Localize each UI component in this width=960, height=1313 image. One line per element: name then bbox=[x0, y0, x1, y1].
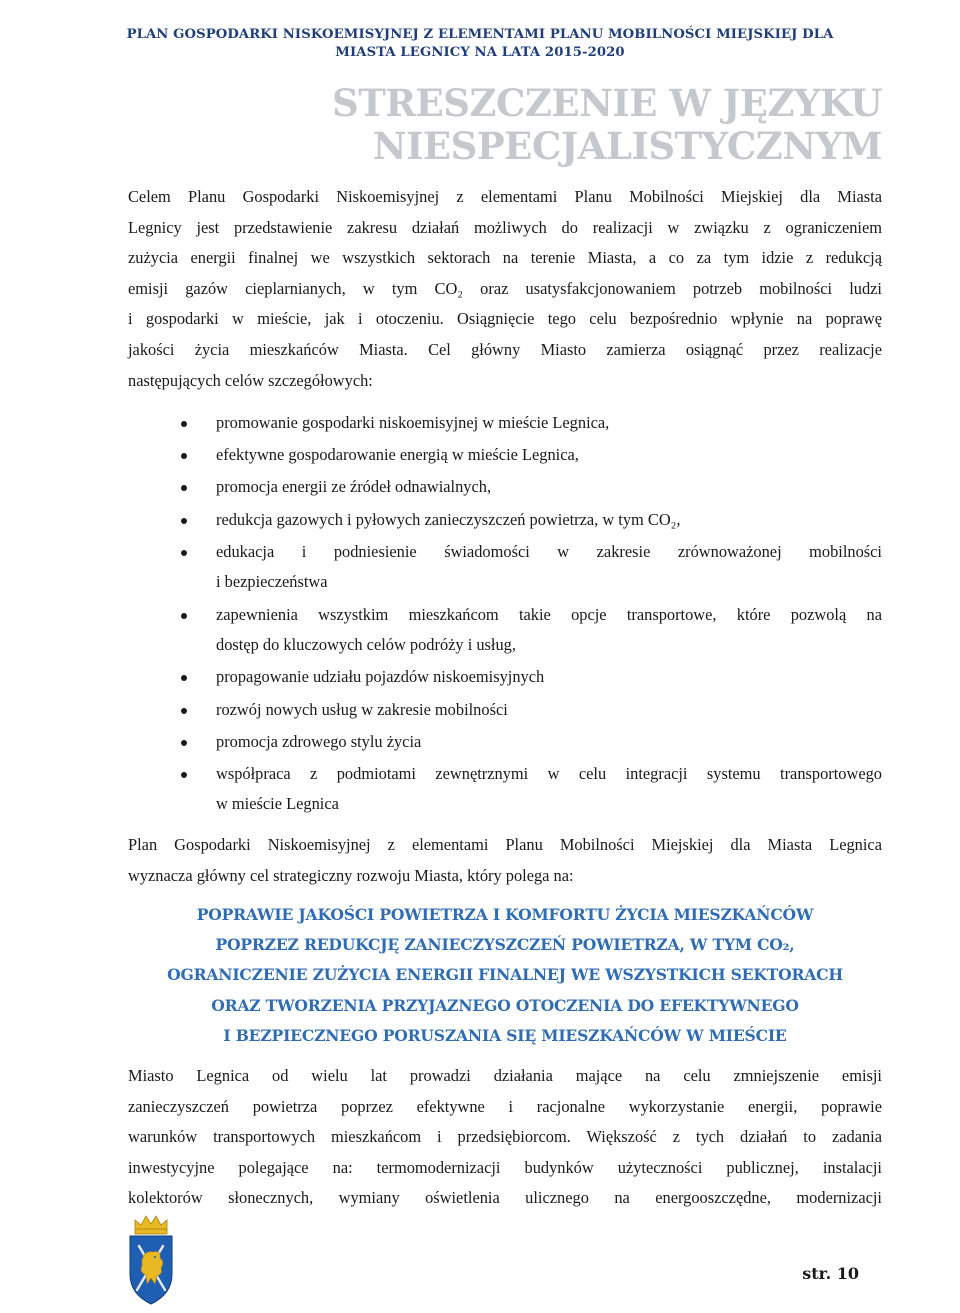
objective-text: redukcja gazowych i pyłowych zanieczyszczeń powietrza, w tym CO₂, bbox=[216, 509, 681, 529]
closing-line: kolektorów słonecznych, wymiany oświetlenia ulicznego na energooszczędne, modernizacji bbox=[128, 1188, 882, 1208]
goal-line: I BEZPIECZNEGO PORUSZANIA SIĘ MIESZKAŃCÓW W MIEŚCIE bbox=[223, 1025, 787, 1045]
objective-item bbox=[128, 662, 882, 693]
objective-text-continued: w mieście Legnica bbox=[216, 794, 339, 814]
strategic-goal bbox=[128, 900, 882, 1051]
bullet-icon bbox=[181, 550, 187, 556]
section-title bbox=[332, 82, 882, 168]
running-header-line-1: PLAN GOSPODARKI NISKOEMISYJNEJ Z ELEMENTAMI PLANU MOBILNOŚCI MIEJSKIEJ DLA bbox=[126, 27, 834, 42]
closing-paragraph bbox=[128, 1061, 882, 1214]
bullet-icon bbox=[181, 453, 187, 459]
objective-item bbox=[128, 759, 882, 820]
objective-text-continued: i bezpieczeństwa bbox=[216, 572, 328, 592]
bullet-icon bbox=[181, 518, 187, 524]
objective-text: promocja energii ze źródeł odnawialnych, bbox=[216, 477, 492, 497]
bullet-icon bbox=[181, 421, 187, 427]
legnica-coat-of-arms-icon bbox=[127, 1212, 175, 1306]
intro-line: Legnicy jest przedstawienie zakresu działań możliwych do realizacji w związku z ograniczeniem bbox=[128, 217, 882, 237]
objective-item bbox=[128, 695, 882, 726]
objective-text-continued: dostęp do kluczowych celów podróży i usług, bbox=[216, 635, 516, 655]
objective-text: współpraca z podmiotami zewnętrznymi w celu integracji systemu transportowego bbox=[216, 763, 882, 783]
intro-line: Celem Planu Gospodarki Niskoemisyjnej z elementami Planu Mobilności Miejskiej dla Miasta bbox=[128, 187, 882, 206]
objective-text: promocja zdrowego stylu życia bbox=[216, 731, 422, 751]
objective-text: zapewnienia wszystkim mieszkańcom takie opcje transportowe, które pozwolą na bbox=[216, 604, 882, 624]
objective-item bbox=[128, 440, 882, 471]
running-header-line-2: MIASTA LEGNICY NA LATA 2015-2020 bbox=[335, 45, 625, 60]
objective-item bbox=[128, 537, 882, 598]
bullet-icon bbox=[181, 708, 187, 714]
objective-text: edukacja i podniesienie świadomości w zakresie zrównoważonej mobilności bbox=[216, 541, 882, 561]
objective-item bbox=[128, 727, 882, 758]
section-title-line-2: NIESPECJALISTYCZNYM bbox=[372, 124, 882, 168]
strategic-line: Plan Gospodarki Niskoemisyjnej z elementami Planu Mobilności Miejskiej dla Miasta Legnica bbox=[128, 835, 882, 854]
objective-text: propagowanie udziału pojazdów niskoemisyjnych bbox=[216, 667, 545, 687]
goal-line: POPRAWIE JAKOŚCI POWIETRZA I KOMFORTU ŻYCIA MIESZKAŃCÓW bbox=[196, 905, 814, 924]
intro-paragraph bbox=[128, 182, 882, 396]
bullet-icon bbox=[181, 772, 187, 778]
intro-line: emisji gazów cieplarnianych, w tym CO₂ oraz usatysfakcjonowaniem potrzeb mobilności ludzi bbox=[128, 278, 882, 298]
intro-line: i gospodarki w mieście, jak i otoczeniu. Osiągnięcie tego celu bezpośrednio wpłynie na poprawę bbox=[128, 309, 882, 329]
objective-text: rozwój nowych usług w zakresie mobilności bbox=[216, 699, 508, 719]
goal-line: POPRZEZ REDUKCJĘ ZANIECZYSZCZEŃ POWIETRZA, W TYM CO₂, bbox=[215, 935, 795, 955]
objective-text: efektywne gospodarowanie energią w mieście Legnica, bbox=[216, 445, 579, 465]
section-title-line-1: STRESZCZENIE W JĘZYKU bbox=[332, 81, 882, 125]
objective-item bbox=[128, 600, 882, 661]
goal-line: ORAZ TWORZENIA PRZYJAZNEGO OTOCZENIA DO EFEKTYWNEGO bbox=[211, 995, 799, 1015]
objectives-list bbox=[128, 408, 882, 822]
intro-line: jakości życia mieszkańców Miasta. Cel główny Miasto zamierza osiągnąć przez realizacje bbox=[128, 339, 882, 359]
bullet-icon bbox=[181, 675, 187, 681]
bullet-icon bbox=[181, 485, 187, 491]
goal-line: OGRANICZENIE ZUŻYCIA ENERGII FINALNEJ WE WSZYSTKICH SEKTORACH bbox=[167, 965, 843, 985]
strategic-line: wyznacza główny cel strategiczny rozwoju Miasta, który polega na: bbox=[128, 865, 574, 885]
objective-item bbox=[128, 505, 882, 536]
intro-line: zużycia energii finalnej we wszystkich sektorach na terenie Miasta, a co za tym idzie z redukcją bbox=[128, 248, 882, 268]
bullet-icon bbox=[181, 740, 187, 746]
objective-text: promowanie gospodarki niskoemisyjnej w mieście Legnica, bbox=[216, 413, 610, 432]
objective-item bbox=[128, 472, 882, 503]
bullet-icon bbox=[181, 613, 187, 619]
closing-line: Miasto Legnica od wielu lat prowadzi działania mające na celu zmniejszenie emisji bbox=[128, 1066, 882, 1085]
page-number: str. 10 bbox=[802, 1264, 859, 1283]
strategic-paragraph bbox=[128, 830, 882, 891]
objective-item bbox=[128, 408, 882, 439]
running-header bbox=[0, 26, 960, 62]
closing-line: zanieczyszczeń powietrza poprzez efektywne i racjonalne wykorzystanie energii, poprawie bbox=[128, 1096, 882, 1116]
intro-line: następujących celów szczegółowych: bbox=[128, 370, 373, 390]
closing-line: inwestycyjne polegające na: termomodernizacji budynków użyteczności publicznej, instalacji bbox=[128, 1157, 882, 1177]
closing-line: warunków transportowych mieszkańcom i przedsiębiorcom. Większość z tych działań to zadania bbox=[128, 1127, 882, 1147]
